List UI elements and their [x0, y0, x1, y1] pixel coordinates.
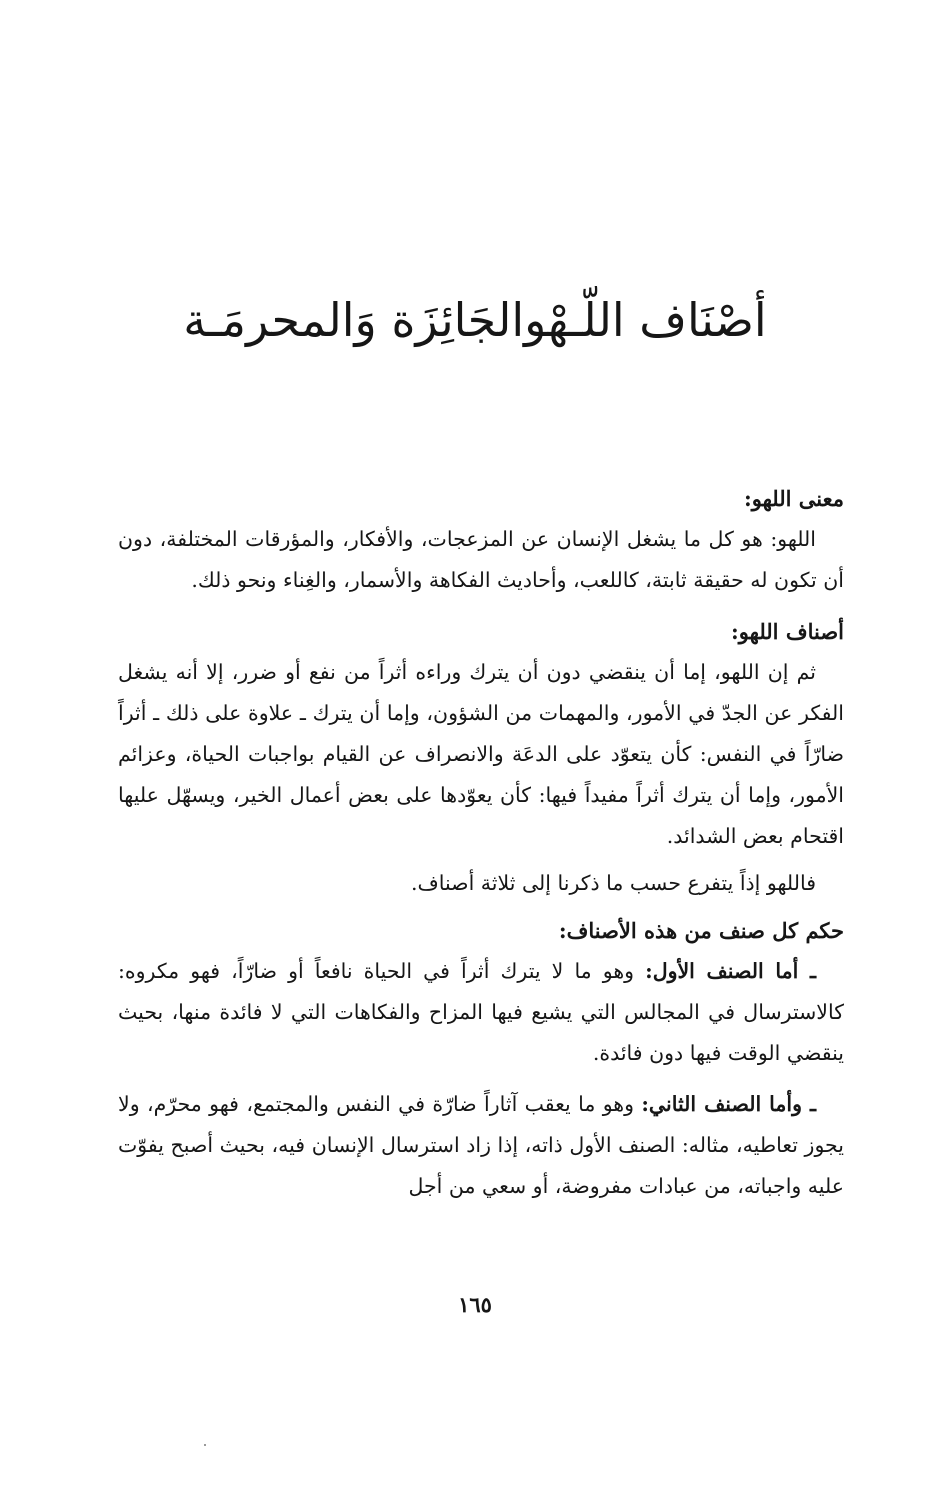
second-type-lead: ـ وأما الصنف الثاني:	[641, 1092, 816, 1116]
paragraph-second-type	[118, 1084, 844, 1207]
paragraph-first-type	[118, 951, 844, 1074]
second-type-text: وهو ما يعقب آثاراً ضارّة في النفس والمجتمع، فهو محرّم، ولا يجوز تعاطيه، مثاله: الصنف الأول ذاته، إذا زاد استرسال الإنسان فيه، بحيث أصبح يفوّت عليه واجباته، من عبادات مفروضة، أو سعي من أجل	[118, 1092, 844, 1198]
paragraph-types-summary: فاللهو إذاً يتفرع حسب ما ذكرنا إلى ثلاثة أصناف.	[410, 871, 816, 895]
first-type-lead: ـ أما الصنف الأول:	[645, 959, 816, 983]
first-type-text: وهو ما لا يترك أثراً في الحياة نافعاً أو ضارّاً، فهو مكروه: كالاسترسال في المجالس التي يشيع فيها المزاح والفكاهات التي لا فائدة منها، بحيث ينقضي الوقت فيها دون فائدة.	[118, 959, 844, 1065]
section-heading-types: أصناف اللهو:	[731, 619, 844, 644]
page-number: ١٦٥	[458, 1292, 492, 1317]
paragraph-meaning: اللهو: هو كل ما يشغل الإنسان عن المزعجات، والأفكار، والمؤرقات المختلفة، دون أن تكون له حقيقة ثابتة، كاللعب، وأحاديث الفكاهة والأسمار، والغِناء ونحو ذلك.	[118, 527, 844, 592]
page-body	[118, 478, 844, 1207]
paragraph-types: ثم إن اللهو، إما أن ينقضي دون أن يترك وراءه أثراً من نفع أو ضرر، إلا أنه يشغل الفكر عن الجدّ في الأمور، والمهمات من الشؤون، وإما أن يترك ـ علاوة على ذلك ـ أثراً ضارّاً في النفس: كأن يتعوّد على الدعَة والانصراف عن القيام بواجبات الحياة، وعزائم الأمور، وإما أن يترك أثراً مفيداً فيها: كأن يعوّدها على بعض أعمال الخير، ويسهّل عليها اقتحام بعض الشدائد.	[118, 660, 844, 848]
scan-speck	[204, 1444, 206, 1446]
section-heading-ruling: حكم كل صنف من هذه الأصناف:	[558, 918, 844, 943]
section-heading-meaning: معنى اللهو:	[744, 486, 844, 511]
chapter-title: أصْنَاف اللّـهْوالجَائِزَة وَالمحرمَـة	[183, 293, 767, 347]
